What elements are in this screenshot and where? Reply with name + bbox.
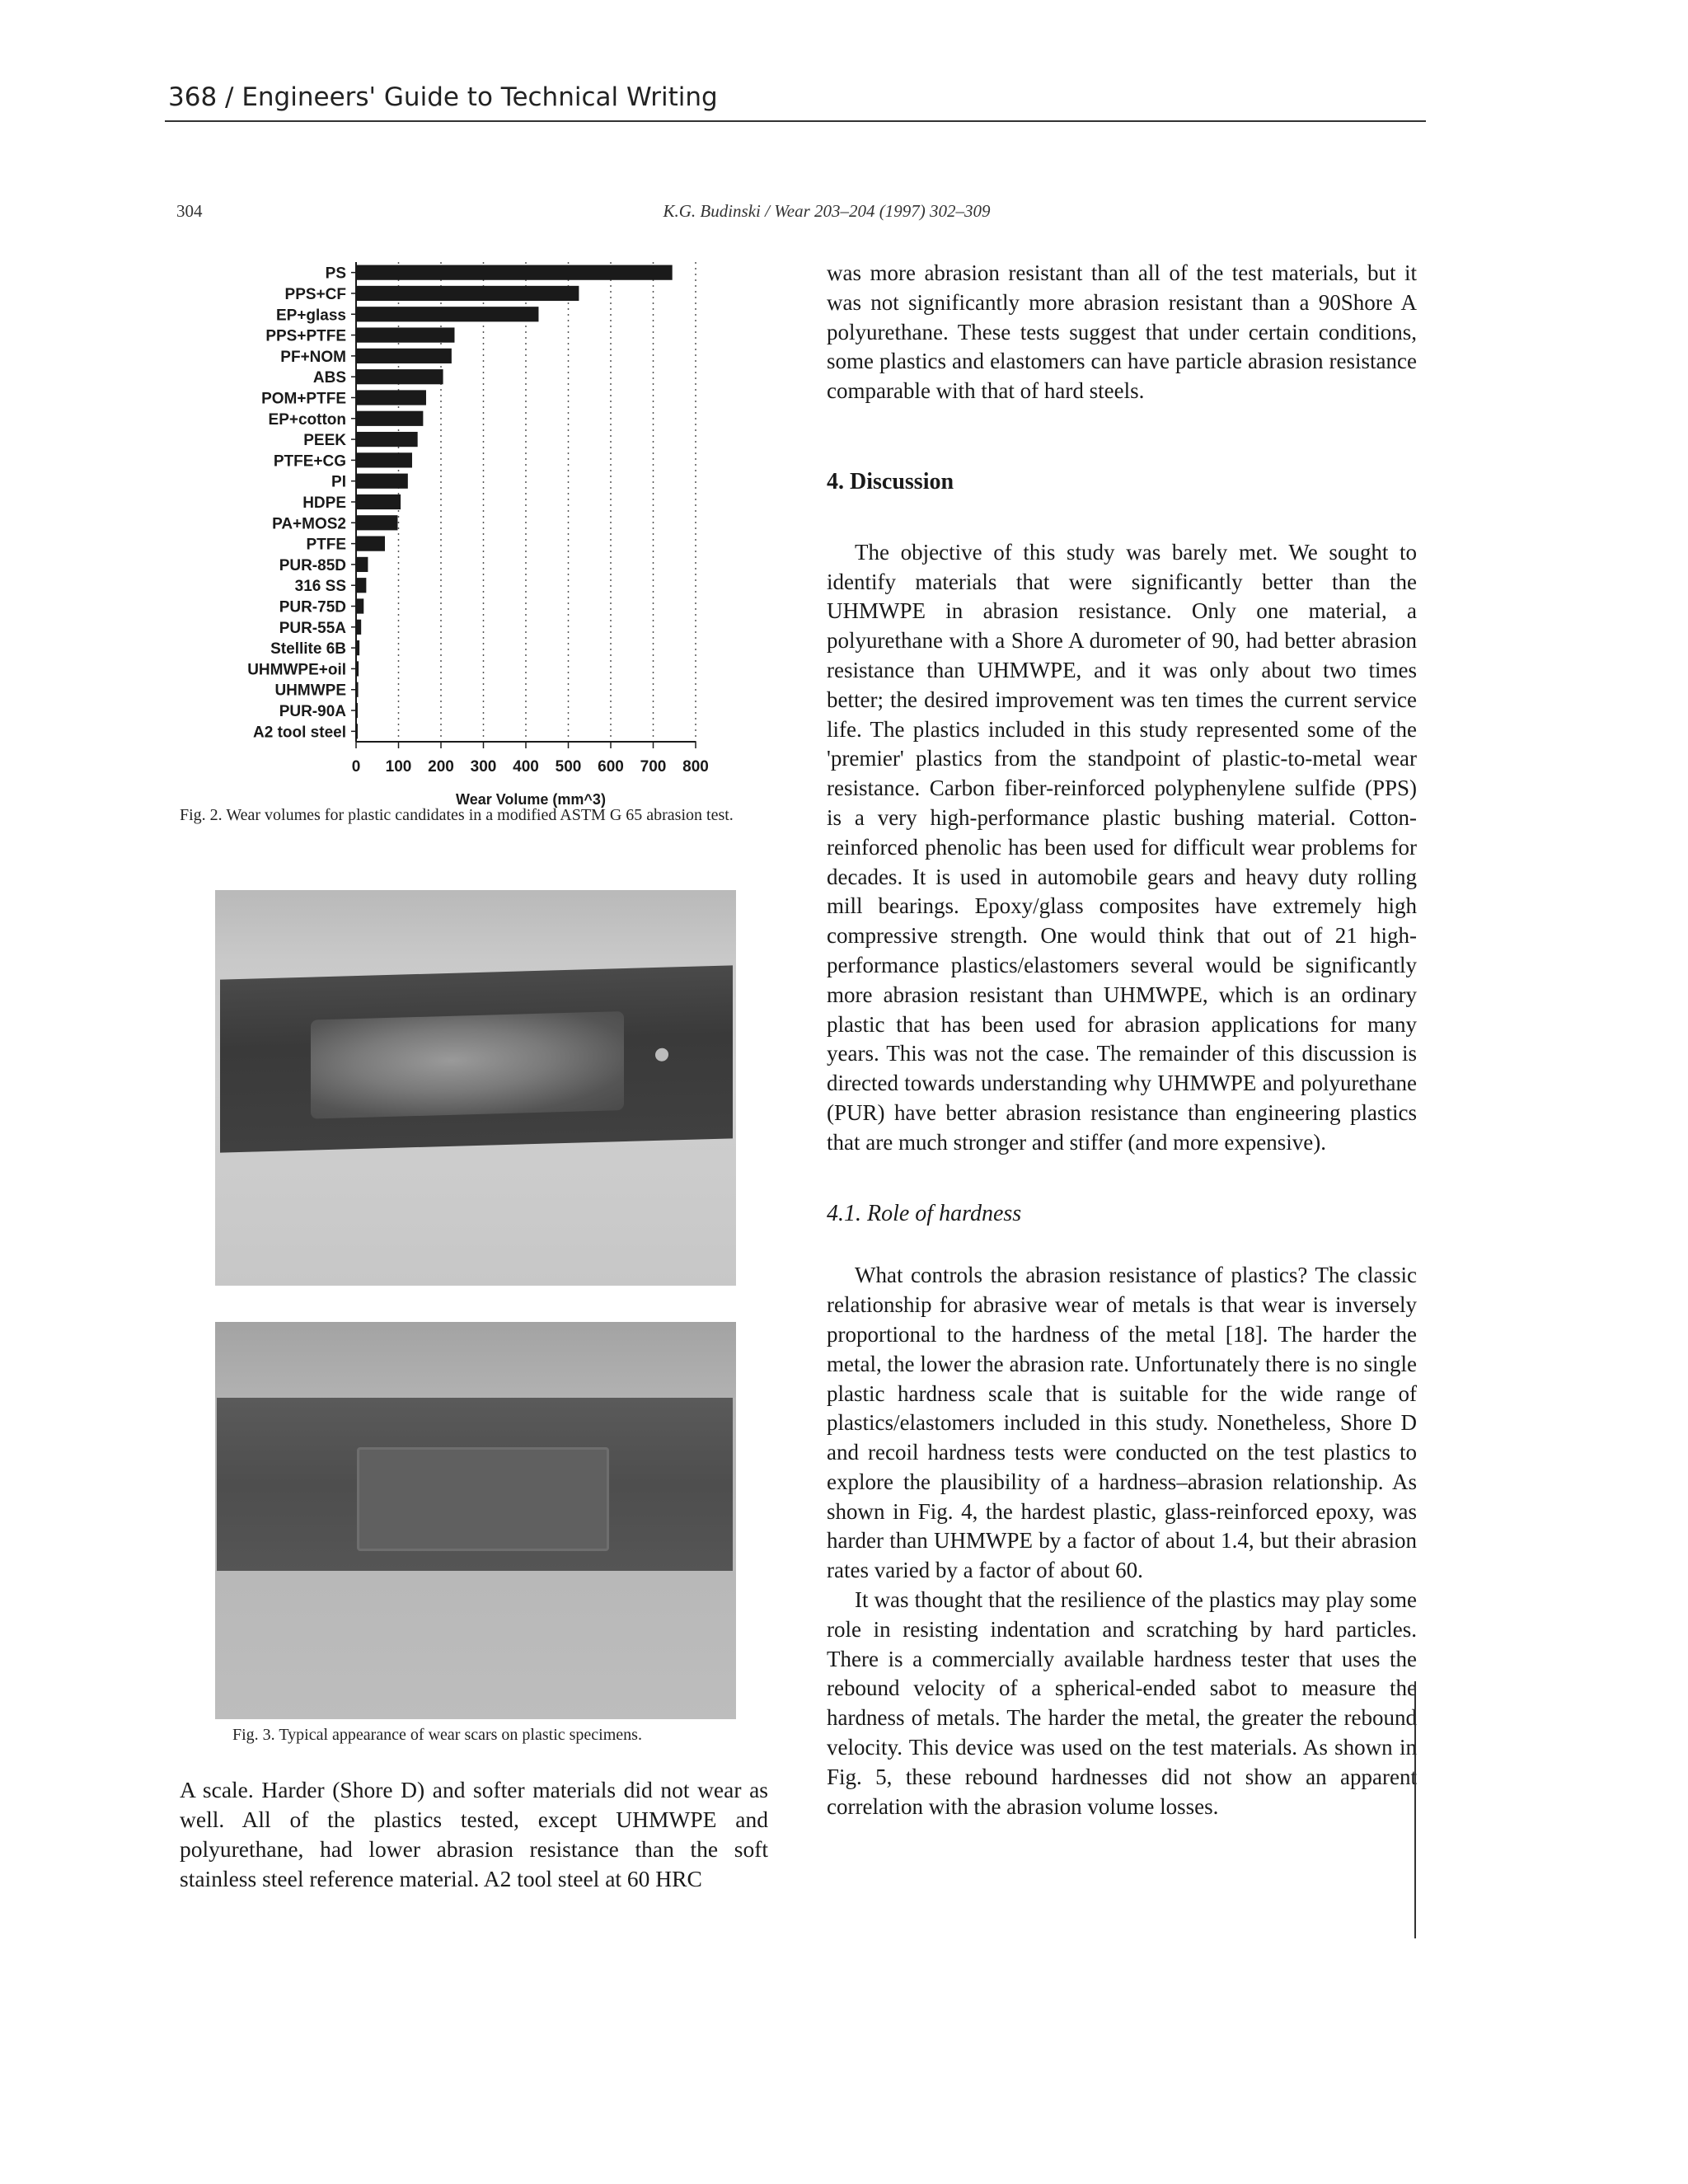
wear-scar-bottom (357, 1447, 609, 1551)
journal-page-number: 304 (176, 201, 203, 221)
section-heading-discussion: 4. Discussion (827, 468, 954, 494)
paragraph-hardness-1: What controls the abrasion resistance of plastics? The classic relationship for abrasive wear of metals is that wear is inversely proportional to the hardness of the metal [18]. The harder the metal, the lower the abrasion rate. Unfortunately there is no single plastic hardness scale that is suitable for the wide range of plastics/elastomers included in this study. Nonetheless, Shore D and recoil hardness tests were conducted on the test plastics to explore the plausibility of a hardness–abrasion relationship. As shown in Fig. 4, the hardest plastic, glass-reinforced epoxy, was harder than UHMWPE by a factor of about 1.4, but their abrasion rates varied by a factor of about 60. (827, 1263, 1417, 1583)
bar (356, 327, 454, 342)
chart-svg (176, 255, 770, 816)
category-label: EP+glass (275, 307, 346, 325)
bar (356, 432, 418, 447)
bar (356, 349, 452, 363)
category-label: 316 SS (294, 578, 346, 596)
bar (356, 265, 673, 280)
bar (356, 515, 397, 530)
x-tick-label: 700 (640, 758, 667, 776)
fig2-bar-chart (176, 255, 770, 816)
category-label: PUR-90A (279, 703, 346, 721)
x-tick-label: 200 (428, 758, 454, 776)
category-label: PA+MOS2 (272, 515, 346, 533)
category-label: A2 tool steel (253, 724, 346, 742)
bar (356, 557, 368, 572)
x-tick-label: 300 (470, 758, 497, 776)
bar (356, 390, 426, 405)
x-tick-label: 800 (682, 758, 709, 776)
wear-scar-photo-bottom (215, 1322, 736, 1719)
paragraph-continuation: was more abrasion resistant than all of the test materials, but it was not significantly more abrasion resistant than a 90Shore A polyurethane. These tests suggest that under certain conditions, some plastics and elastomers can have particle abrasion resistance comparable with that of hard steels. (827, 260, 1417, 404)
category-label: PF+NOM (280, 348, 346, 366)
category-label: PTFE (306, 536, 346, 554)
x-tick-label: 400 (513, 758, 539, 776)
book-running-header: 368 / Engineers' Guide to Technical Writing (168, 82, 718, 112)
x-tick-label: 0 (351, 758, 361, 776)
category-label: PUR-75D (279, 598, 346, 616)
bar (356, 411, 423, 426)
specimen-bar-bottom (217, 1398, 733, 1571)
fig2-caption: Fig. 2. Wear volumes for plastic candidates in a modified ASTM G 65 abrasion test. (180, 806, 734, 824)
category-label: PUR-85D (279, 556, 346, 574)
category-label: PEEK (303, 432, 346, 450)
bar (356, 536, 385, 551)
category-label: UHMWPE (274, 682, 346, 700)
journal-running-header: K.G. Budinski / Wear 203–204 (1997) 302–309 (663, 201, 991, 221)
specimen-bar-top (220, 965, 733, 1152)
bar (356, 578, 366, 593)
category-label: Stellite 6B (270, 640, 346, 658)
wear-scar-top (311, 1011, 624, 1119)
category-label: UHMWPE+oil (247, 661, 346, 679)
wear-scar-photo-top (215, 890, 736, 1286)
category-label: PPS+PTFE (265, 327, 346, 345)
category-label: ABS (312, 369, 346, 387)
paragraph-hardness-2: It was thought that the resilience of the plastics may play some role in resisting indentation and scratching by hard particles. There is a commercially available hardness tester that uses the rebound velocity of a spherical-ended sabot to measure the hardness of metals. The harder the metal, the greater the rebound velocity. This device was used on the test materials. As shown in Fig. 5, these rebound hardnesses did not show an apparent correlation with the abrasion volume losses. (827, 1587, 1417, 1819)
category-label: PUR-55A (279, 619, 346, 637)
category-label: HDPE (302, 494, 346, 512)
bar (356, 452, 412, 467)
bar (356, 307, 538, 321)
specimen-hole (655, 1047, 668, 1061)
left-column-text (180, 1775, 768, 1894)
bar (356, 598, 363, 613)
category-label: PPS+CF (284, 285, 346, 303)
right-column (827, 259, 1417, 1821)
category-label: POM+PTFE (261, 390, 346, 408)
category-label: PTFE+CG (273, 452, 346, 471)
category-label: PI (331, 473, 346, 491)
subsection-heading-hardness: 4.1. Role of hardness (827, 1200, 1022, 1226)
x-axis-label: Wear Volume (mm^3) (456, 791, 606, 808)
bar (356, 369, 443, 384)
bar (356, 494, 401, 509)
x-tick-label: 100 (385, 758, 412, 776)
x-tick-label: 500 (555, 758, 582, 776)
header-divider (165, 120, 1426, 122)
margin-line (1414, 1681, 1416, 1938)
fig3-caption: Fig. 3. Typical appearance of wear scars on plastic specimens. (232, 1726, 642, 1744)
left-paragraph: A scale. Harder (Shore D) and softer materials did not wear as well. All of the plastics tested, except UHMWPE and polyurethane, had lower abrasion resistance than the soft stainless steel reference material. A2 tool steel at 60 HRC (180, 1777, 768, 1891)
paragraph-discussion: The objective of this study was barely met. We sought to identify materials that were significantly better than the UHMWPE in abrasion resistance. Only one material, a polyurethane with a Shore A durometer of 90, had better abrasion resistance than UHMWPE, and it was only about two times better; the desired improvement was ten times the current service life. The plastics included in this study represented some of the 'premier' plastics from the standpoint of plastic-to-metal wear resistance. Carbon fiber-reinforced polyphenylene sulfide (PPS) is a very high-performance plastic bushing material. Cotton-reinforced phenolic has been used for difficult wear problems for decades. It is used in automobile gears and heavy duty rolling mill bearings. Epoxy/glass composites have extremely high compressive strength. One would think that out of 21 high-performance plastics/elastomers several would be significantly more abrasion resistant than UHMWPE, which is an ordinary plastic that has been used for abrasion applications for many years. This was not the case. The remainder of this discussion is directed towards understanding why UHMWPE and polyurethane (PUR) have better abrasion resistance than engineering plastics that are much stronger and stiffer (and more expensive). (827, 539, 1417, 1155)
bar (356, 286, 579, 301)
x-tick-label: 600 (598, 758, 624, 776)
category-label: PS (325, 265, 346, 283)
bar (356, 474, 408, 489)
category-label: EP+cotton (268, 410, 346, 429)
